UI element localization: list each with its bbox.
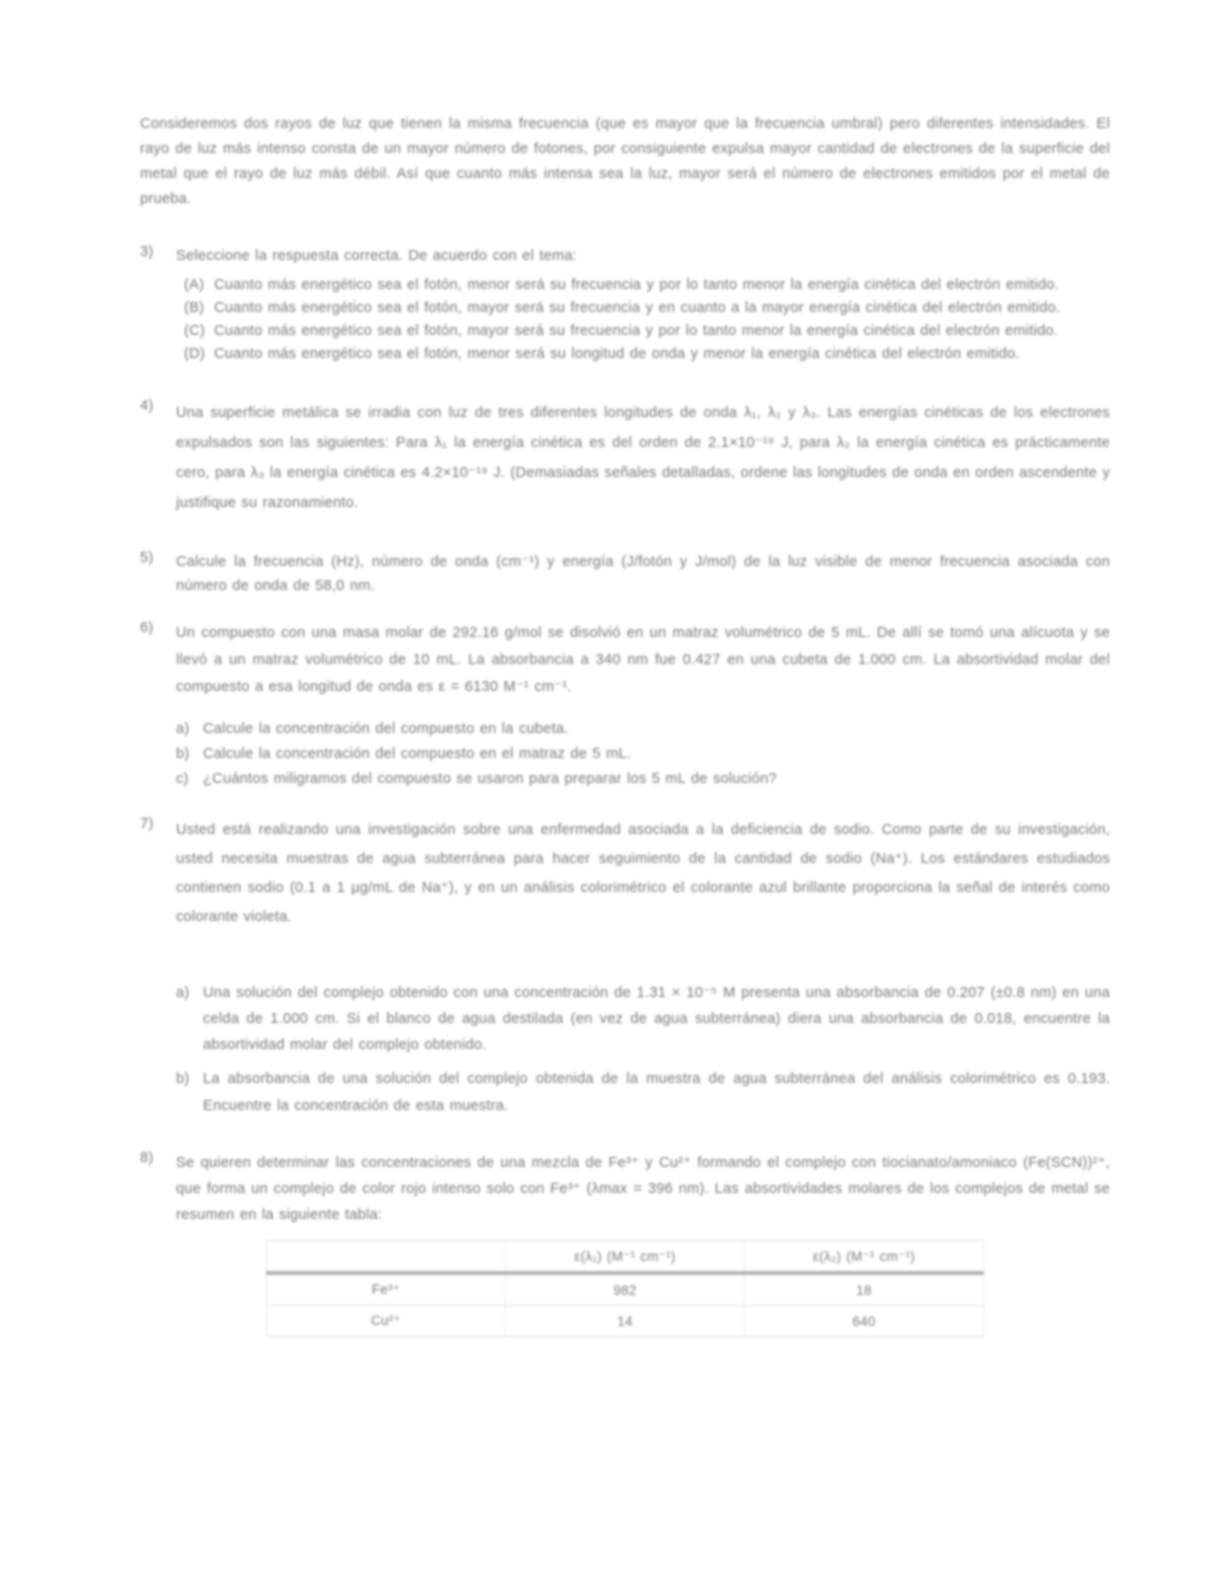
molar-absorptivity-table (266, 1240, 984, 1337)
item-text: Usted está realizando una investigación sobre una enfermedad asociada a la deficiencia de sodio. Como parte de su investigación, usted necesita muestras de agua subterránea para hacer seguimiento de la cantidad de sodio (Na⁺). Los estándares estudiados contienen sodio (0.1 a 1 µg/mL de Na⁺), y en un análisis colorimétrico el colorante azul brillante proporciona la señal de interés como colorante violeta. (176, 822, 1110, 925)
subitem-label: a) (176, 721, 190, 737)
options-list (184, 274, 1110, 366)
item-number: 4) (140, 398, 154, 414)
subitem-a (176, 717, 1110, 742)
option-a (184, 274, 1110, 297)
subitem-b (176, 1066, 1110, 1120)
table-header-cell: ε(λ₁) (M⁻¹ cm⁻¹) (506, 1241, 745, 1274)
option-text: Cuanto más energético sea el fotón, menor será su longitud de onda y menor la energía cinética del electrón emitido. (214, 346, 1020, 362)
item-number: 5) (140, 550, 154, 566)
item-text: Seleccione la respuesta correcta. De acuerdo con el tema: (176, 248, 578, 264)
subitem-text: ¿Cuántos miligramos del compuesto se usaron para preparar los 5 mL de solución? (203, 771, 777, 787)
item-number: 7) (140, 816, 154, 832)
option-label: (A) (184, 277, 205, 293)
problem-item-3 (140, 244, 1110, 366)
table-cell: 18 (745, 1273, 984, 1306)
subitem-text: Calcule la concentración del compuesto en el matraz de 5 mL. (203, 746, 632, 762)
subitem-a (176, 980, 1110, 1058)
item-text: Calcule la frecuencia (Hz), número de onda (cm⁻¹) y energía (J/fotón y J/mol) de la luz visible de menor frecuencia asociada con número de onda de 58,0 nm. (176, 554, 1110, 594)
subitem-text: Calcule la concentración del compuesto en la cubeta. (203, 721, 569, 737)
problem-item-8 (140, 1150, 1110, 1337)
problem-item-6 (140, 620, 1110, 792)
table-header-cell: ε(λ₂) (M⁻¹ cm⁻¹) (745, 1241, 984, 1274)
item-number: 3) (140, 244, 154, 260)
subitem-text: La absorbancia de una solución del complejo obtenida de la muestra de agua subterránea del análisis colorimétrico es 0.193. Encuentre la concentración de esta muestra. (203, 1071, 1110, 1114)
subitem-label: a) (176, 985, 190, 1001)
table-cell: 640 (745, 1306, 984, 1337)
item-number: 6) (140, 620, 154, 636)
subitem-c (176, 767, 1110, 792)
option-label: (D) (184, 346, 206, 362)
option-label: (C) (184, 323, 206, 339)
document-body (140, 112, 1110, 1337)
problem-item-5 (140, 550, 1110, 598)
table-cell: 982 (506, 1273, 745, 1306)
option-d (184, 343, 1110, 366)
item-text: Se quieren determinar las concentraciones de una mezcla de Fe³⁺ y Cu²⁺ formando el complejo con tiocianato/amoniaco (Fe(SCN))²⁺, que forma un complejo de color rojo intenso solo con Fe³⁺ (λmax = 396 nm). Las absortividades molares de los complejos de metal se resumen en la siguiente tabla: (176, 1155, 1110, 1223)
option-text: Cuanto más energético sea el fotón, menor será su frecuencia y por lo tanto menor la energía cinética del electrón emitido. (214, 277, 1059, 293)
table-row (267, 1306, 984, 1337)
option-label: (B) (184, 300, 205, 316)
subitems-list (176, 717, 1110, 792)
table-row (267, 1273, 984, 1306)
table-header-row (267, 1241, 984, 1274)
table-header-cell (267, 1241, 506, 1274)
subitems-list (176, 980, 1110, 1120)
table-cell: Cu²⁺ (267, 1306, 506, 1337)
option-b (184, 297, 1110, 320)
subitem-text: Una solución del complejo obtenido con una concentración de 1.31 × 10⁻⁵ M presenta una absorbancia de 0.207 (±0.8 nm) en una celda de 1.000 cm. Si el blanco de agua destilada (en vez de agua subterránea) diera una absorbancia de 0.018, encuentre la absortividad molar del complejo obtenido. (203, 985, 1110, 1053)
item-text: Una superficie metálica se irradia con luz de tres diferentes longitudes de onda λ₁, λ₂ y λ₃. Las energías cinéticas de los electrones expulsados son las siguientes: Para λ₁ la energía cinética es del orden de 2.1×10⁻¹⁹ J, para λ₂ la energía cinética es prácticamente cero, para λ₃ la energía cinética es 4.2×10⁻¹⁹ J. (Demasiadas señales detalladas, ordene las longitudes de onda en orden ascendente y justifique su razonamiento. (176, 405, 1110, 511)
item-text: Un compuesto con una masa molar de 292.16 g/mol se disolvió en un matraz volumétrico de 5 mL. De allí se tomó una alícuota y se llevó a un matraz volumétrico de 10 mL. La absorbancia a 340 nm fue 0.427 en una cubeta de 1.000 cm. La absortividad molar del compuesto a esa longitud de onda es ε = 6130 M⁻¹ cm⁻¹. (176, 625, 1110, 695)
option-text: Cuanto más energético sea el fotón, mayor será su frecuencia y por lo tanto menor la energía cinética del electrón emitido. (214, 323, 1059, 339)
subitem-label: c) (176, 771, 189, 787)
subitem-label: b) (176, 1071, 190, 1087)
problem-item-4 (140, 398, 1110, 518)
option-c (184, 320, 1110, 343)
subitem-b (176, 742, 1110, 767)
item-number: 8) (140, 1150, 154, 1166)
option-text: Cuanto más energético sea el fotón, mayor será su frecuencia y en cuanto a la mayor energía cinética del electrón emitido. (214, 300, 1061, 316)
table-cell: Fe³⁺ (267, 1273, 506, 1306)
table-cell: 14 (506, 1306, 745, 1337)
intro-paragraph: Consideremos dos rayos de luz que tienen la misma frecuencia (que es mayor que la frecuencia umbral) pero diferentes intensidades. El rayo de luz más intenso consta de un mayor número de fotones, por consiguiente expulsa mayor cantidad de electrones de la superficie del metal que el rayo de luz más débil. Así que cuanto más intensa sea la luz, mayor será el número de electrones emitidos por el metal de prueba. (140, 116, 1110, 207)
subitem-label: b) (176, 746, 190, 762)
problem-item-7 (140, 816, 1110, 1120)
